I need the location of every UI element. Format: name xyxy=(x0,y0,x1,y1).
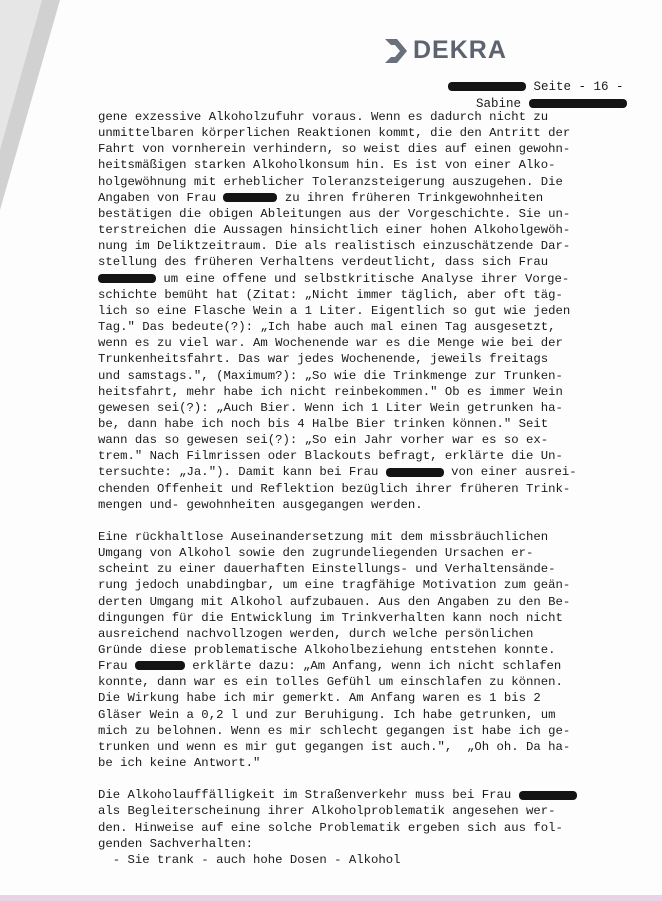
text-line: Frau erklärte dazu: „Am Anfang, wenn ich nicht schlafen xyxy=(98,659,562,674)
redaction-bar xyxy=(519,791,577,800)
redaction-bar xyxy=(98,274,156,283)
text-line: schichte bemüht hat (Zitat: „Nicht immer täglich, aber oft täg- xyxy=(98,287,563,302)
text-line: Angaben von Frau zu ihren früheren Trinkgewohnheiten xyxy=(98,190,544,205)
text-line: bestätigen die obigen Ableitungen aus der Vorgeschichte. Sie un- xyxy=(98,206,571,221)
text-line: trunken und wenn es mir gut gegangen ist auch.", „Oh oh. Da ha- xyxy=(98,739,571,754)
paragraph xyxy=(98,529,608,771)
text-line: wann das so gewesen sei(?): „So ein Jahr vorher war es so ex- xyxy=(98,433,549,448)
page-number: Seite - 16 - xyxy=(533,80,624,94)
list-item: - Sie trank - auch hohe Dosen - Alkohol xyxy=(98,852,401,867)
text-line: Fahrt von vornherein verhindern, so weist dies auf einen gewohn- xyxy=(98,142,571,157)
name-label: Sabine xyxy=(476,97,522,111)
redaction-bar xyxy=(223,193,277,202)
redaction-bar xyxy=(135,661,185,670)
text-line: derten Umgang mit Alkohol aufzubauen. Aus den Angaben zu den Be- xyxy=(98,594,571,609)
text-line: holgewöhnung mit erheblicher Toleranzsteigerung auszugehen. Die xyxy=(98,174,563,189)
text-line: gewesen sei(?): „Auch Bier. Wenn ich 1 Liter Wein getrunken ha- xyxy=(98,400,563,415)
page-fold-highlight xyxy=(0,0,42,150)
text-line: stellung des früheren Verhaltens verdeutlicht, dass sich Frau xyxy=(98,255,549,270)
text-line: Gründe diese problematische Alkoholbeziehung entstehen konnte. xyxy=(98,643,556,657)
text-line: scheint zu einer dauerhaften Einstellungs- und Verhaltensände- xyxy=(98,562,556,577)
text-line: wenn es zu viel war. Am Wochenende war es die Menge wie bei der xyxy=(98,336,563,351)
text-line: Eine rückhaltlose Auseinandersetzung mit dem missbräuchlichen xyxy=(98,529,549,544)
redaction-bar xyxy=(386,468,444,477)
text-line: als Begleiterscheinung ihrer Alkoholproblematik angesehen wer- xyxy=(98,804,556,819)
text-line: genden Sachverhalten: xyxy=(98,836,253,851)
bottom-edge xyxy=(0,895,662,901)
text-line: heitsfahrt, mehr habe ich nicht reinbekommen." Ob es immer Wein xyxy=(98,384,563,399)
text-line: unmittelbaren körperlichen Reaktionen kommt, die den Antritt der xyxy=(98,126,571,141)
text-line: um eine offene und selbstkritische Analyse ihrer Vorge- xyxy=(98,271,608,287)
text-line: trem." Nach Filmrissen oder Blackouts befragt, erklärte die Un- xyxy=(98,449,563,464)
text-line: nung im Deliktzeitraum. Die als realistisch einzuschätzende Dar- xyxy=(98,239,571,254)
brand-name: DEKRA xyxy=(413,36,507,64)
text-line: den. Hinweise auf eine solche Problematik ergeben sich aus fol- xyxy=(98,820,563,835)
text-line: Gläser Wein a 0,2 l und zur Beruhigung. Ich habe getrunken, um xyxy=(98,707,556,722)
text-line: Umgang von Alkohol sowie den zugrundeliegenden Ursachen er- xyxy=(98,546,534,561)
text-line: Die Alkoholauffälligkeit im Straßenverkehr muss bei Frau xyxy=(98,787,608,803)
document-body xyxy=(98,109,608,868)
text-line: Die Wirkung habe ich mir gemerkt. Am Anfang waren es 1 bis 2 xyxy=(98,691,541,706)
paragraph xyxy=(98,787,608,852)
text-line: lich so eine Flasche Wein a 1 Liter. Eigentlich so gut wie jeden xyxy=(98,303,571,318)
text-line: heitsmäßigen starken Alkoholkonsum hin. Es ist von einer Alko- xyxy=(98,158,556,173)
text-line: konnte, dann war es ein tolles Gefühl um einschlafen zu können. xyxy=(98,675,563,690)
text-line: terstreichen die Aussagen hinsichtlich einer hohen Alkoholgewöh- xyxy=(98,223,571,238)
text-line: Tag." Das bedeute(?): „Ich habe auch mal einen Tag ausgesetzt, xyxy=(98,320,556,335)
dekra-arrow-icon xyxy=(383,37,409,65)
redaction-bar xyxy=(529,99,627,108)
text-line: rung jedoch unabdingbar, um eine tragfähige Motivation zum geän- xyxy=(98,578,571,593)
dekra-logo xyxy=(383,36,507,65)
text-line: chenden Offenheit und Reflektion bezüglich ihrer früheren Trink- xyxy=(98,481,571,496)
text-line: be ich keine Antwort." xyxy=(98,756,261,771)
text-line: dingungen für die Entwicklung im Trinkverhalten kann noch nicht xyxy=(98,610,563,625)
text-line: mich zu belohnen. Wenn es mir schlecht gegangen ist habe ich ge- xyxy=(98,723,571,738)
text-line: mengen und- gewohnheiten ausgegangen werden. xyxy=(98,497,423,512)
text-line: und samstags.", (Maximum?): „So wie die Trinkmenge zur Trunken- xyxy=(98,368,563,383)
text-line: ausreichend nachvollzogen werden, durch welche persönlichen xyxy=(98,626,534,641)
text-line: gene exzessive Alkoholzufuhr voraus. Wenn es dadurch nicht zu xyxy=(98,110,549,124)
text-line: Trunkenheitsfahrt. Das war jedes Wochenende, jeweils freitags xyxy=(98,352,549,367)
text-line: be, dann habe ich noch bis 4 Halbe Bier trinken können." Seit xyxy=(98,416,549,431)
paragraph xyxy=(98,109,608,513)
text-line: tersuchte: „Ja."). Damit kann bei Frau von einer ausrei- xyxy=(98,465,577,480)
